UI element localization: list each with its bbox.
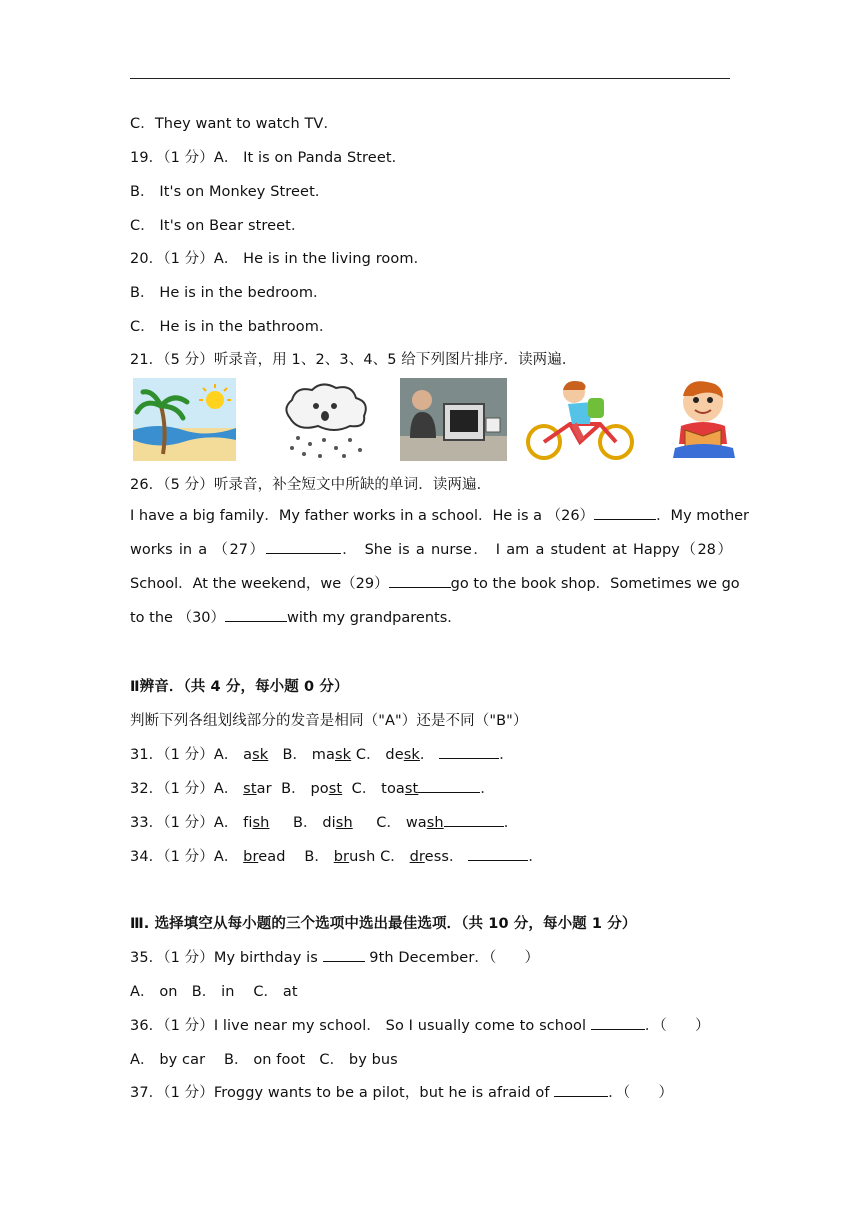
answer-blank[interactable] [323,946,365,962]
question-36 [130,1014,710,1035]
underlined-part: sh [426,815,444,831]
option-line: C． It's on Bear street． [130,218,306,234]
question-32 [130,777,495,798]
question-text: 9th December．（ ） [364,950,540,966]
answer-blank[interactable] [554,1081,608,1097]
option-text: B． [285,849,334,865]
option-text: ead [258,849,286,865]
option-text: B． ma [268,747,336,763]
passage-text: to the （30） [130,610,226,626]
question-35 [130,946,539,967]
underlined-part: st [243,781,257,797]
beach-icon [133,378,236,461]
option-text: B． di [269,815,336,831]
option-text: ush [349,849,376,865]
underlined-part: sh [252,815,270,831]
question-text: 32．（1 分）A． [130,781,244,797]
question-text: 33．（1 分）A． fi [130,815,253,831]
question-text: ．（ ） [644,1018,710,1034]
blank-27[interactable] [266,538,341,554]
option-text: C． toa [342,781,405,797]
underlined-part: sk [252,747,269,763]
blank-26[interactable] [594,504,656,520]
question-text: 31．（1 分）A． a [130,747,253,763]
question-text: 34．（1 分）A． [130,849,244,865]
option-text: ． [419,747,435,763]
option-text: ． [503,815,519,831]
passage-text: School．At the weekend，we（29） [130,576,389,592]
option-text: C． [375,849,410,865]
underlined-part: br [243,849,259,865]
option-text: ar [256,781,272,797]
option-line: B． It's on Monkey Street． [130,184,330,200]
option-text: ． [528,849,543,865]
question-20: 20．（1 分）A． He is in the living room． [130,251,429,267]
question-text: 35．（1 分）My birthday is [130,950,323,966]
underlined-part: br [333,849,350,865]
underlined-part: st [404,781,419,797]
passage-text: with my grandparents． [287,610,462,626]
options-36: A． by car B． on foot C． by bus [130,1052,398,1068]
question-text: 37．（1 分）Froggy wants to be a pilot，but he is afraid of [130,1085,555,1101]
question-text: 36．（1 分）I live near my school． So I usually come to school [130,1018,591,1034]
answer-blank[interactable] [591,1014,645,1030]
underlined-part: sk [335,747,352,763]
underlined-part: sh [335,815,353,831]
underlined-part: sk [403,747,420,763]
answer-blank[interactable] [439,743,499,759]
underlined-part: dr [409,849,425,865]
question-31 [130,743,514,764]
passage-text: works in a （27） [130,542,266,558]
blank-29[interactable] [389,572,451,588]
boy-cycling-icon [522,378,636,461]
passage-text: go to the book shop．Sometimes we go [450,576,740,592]
question-33 [130,811,518,832]
underlined-part: st [328,781,343,797]
answer-blank[interactable] [418,777,480,793]
option-text: C． wa [352,815,427,831]
computer-man-icon [400,378,507,461]
header-rule [130,78,730,79]
option-text: C． de [351,747,404,763]
option-text: ess． [424,849,464,865]
section-3-title: Ⅲ. 选择填空从每小题的三个选项中选出最佳选项．（共 10 分，每小题 1 分） [130,916,637,932]
blank-30[interactable] [225,606,287,622]
passage-text: I have a big family．My father works in a school．He is a （26） [130,508,595,524]
question-26: 26．（5 分）听录音，补全短文中所缺的单词．读两遍． [130,477,492,493]
options-35: A． on B． in C． at [130,984,298,1000]
answer-blank[interactable] [468,845,528,861]
passage [130,499,750,635]
question-text: ．（ ） [608,1085,674,1101]
question-19: 19．（1 分）A． It is on Panda Street． [130,150,407,166]
option-text: ． [499,747,514,763]
option-line: C．They want to watch TV． [130,116,339,132]
rain-cloud-icon [278,378,374,461]
question-21: 21．（5 分）听录音，用 1、2、3、4、5 给下列图片排序．读两遍． [130,352,577,368]
option-line: C． He is in the bathroom． [130,319,334,335]
section-2-instruction: 判断下列各组划线部分的发音是相同（"A"）还是不同（"B"） [130,713,528,729]
option-text: B． po [271,781,329,797]
question-34 [130,845,543,866]
answer-blank[interactable] [444,811,504,827]
section-2-title: Ⅱ辨音．（共 4 分，每小题 0 分） [130,679,349,695]
passage-text: ． She is a nurse． I am a student at Happy（28） [340,542,733,558]
option-text: ． [480,781,495,797]
boy-reading-icon [663,378,743,461]
question-37 [130,1081,673,1102]
option-line: B． He is in the bedroom． [130,285,328,301]
passage-text: ．My mother [656,508,750,524]
